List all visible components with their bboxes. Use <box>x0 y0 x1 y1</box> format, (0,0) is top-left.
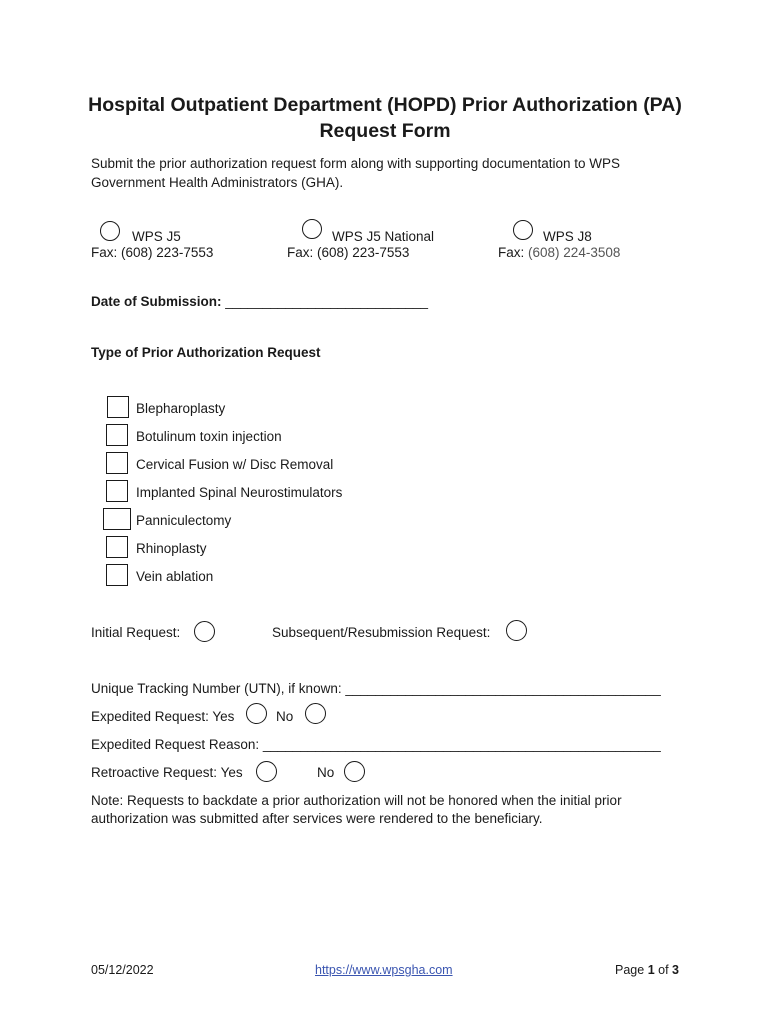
checkbox-cervical-fusion[interactable] <box>106 452 128 474</box>
jurisdiction-j5-national-fax: Fax: (608) 223-7553 <box>287 245 410 260</box>
option-label: Cervical Fusion w/ Disc Removal <box>136 457 334 472</box>
expedited-reason-field[interactable]: _____________________________________________________ <box>262 737 661 752</box>
expedited-no-label: No <box>276 709 294 724</box>
jurisdiction-j5-label: WPS J5 <box>132 229 181 244</box>
expedited-reason-label: Expedited Request Reason: <box>91 737 260 752</box>
jurisdiction-j8-radio[interactable] <box>513 220 533 240</box>
date-of-submission <box>91 294 428 309</box>
form-title: Hospital Outpatient Department (HOPD) Prior Authorization (PA) Request Form <box>88 94 682 142</box>
utn-field[interactable]: __________________________________________ <box>345 681 661 696</box>
footer-page-number: Page 1 of 3 <box>615 963 679 977</box>
option-label: Botulinum toxin injection <box>136 429 282 444</box>
checkbox-spinal-neurostimulators[interactable] <box>106 480 128 502</box>
subsequent-request-radio[interactable] <box>506 620 527 641</box>
backdate-note: Note: Requests to backdate a prior authorization will not be honored when the initial prior authorization was submitted after services were rendered to the beneficiary. <box>91 793 622 826</box>
jurisdiction-j5-national-label: WPS J5 National <box>332 229 435 244</box>
checkbox-rhinoplasty[interactable] <box>106 536 128 558</box>
option-label: Implanted Spinal Neurostimulators <box>136 485 343 500</box>
checkbox-panniculectomy[interactable] <box>103 508 131 530</box>
initial-request-radio[interactable] <box>194 621 215 642</box>
retroactive-no-label: No <box>317 765 335 780</box>
checkbox-botulinum-toxin[interactable] <box>106 424 128 446</box>
jurisdiction-j5-national-radio[interactable] <box>302 219 322 239</box>
utn-row <box>91 681 661 696</box>
checkbox-vein-ablation[interactable] <box>106 564 128 586</box>
retroactive-yes-radio[interactable] <box>256 761 277 782</box>
jurisdiction-j5-radio[interactable] <box>100 221 120 241</box>
jurisdiction-j5-fax: Fax: (608) 223-7553 <box>91 245 214 260</box>
expedited-yes-label: Expedited Request: Yes <box>91 709 235 724</box>
utn-label: Unique Tracking Number (UTN), if known: <box>91 681 342 696</box>
request-type-heading: Type of Prior Authorization Request <box>91 345 321 360</box>
expedited-reason-row <box>91 737 661 752</box>
footer-date: 05/12/2022 <box>91 963 154 977</box>
intro-text: Submit the prior authorization request form along with supporting documentation to WPS Government Health Administrators (GHA). <box>91 156 621 190</box>
jurisdiction-j8-fax: Fax: (608) 224-3508 <box>498 245 621 260</box>
date-of-submission-field[interactable]: ___________________________ <box>225 294 428 309</box>
initial-request-label: Initial Request: <box>91 625 181 640</box>
date-of-submission-label: Date of Submission: <box>91 294 222 309</box>
option-label: Vein ablation <box>136 569 214 584</box>
subsequent-request-label: Subsequent/Resubmission Request: <box>272 625 491 640</box>
expedited-no-radio[interactable] <box>305 703 326 724</box>
footer-website-link[interactable]: https://www.wpsgha.com <box>315 963 453 977</box>
option-label: Blepharoplasty <box>136 401 226 416</box>
option-label: Panniculectomy <box>136 513 232 528</box>
checkbox-blepharoplasty[interactable] <box>107 396 129 418</box>
retroactive-yes-label: Retroactive Request: Yes <box>91 765 243 780</box>
jurisdiction-j8-label: WPS J8 <box>543 229 592 244</box>
retroactive-no-radio[interactable] <box>344 761 365 782</box>
expedited-yes-radio[interactable] <box>246 703 267 724</box>
option-label: Rhinoplasty <box>136 541 207 556</box>
